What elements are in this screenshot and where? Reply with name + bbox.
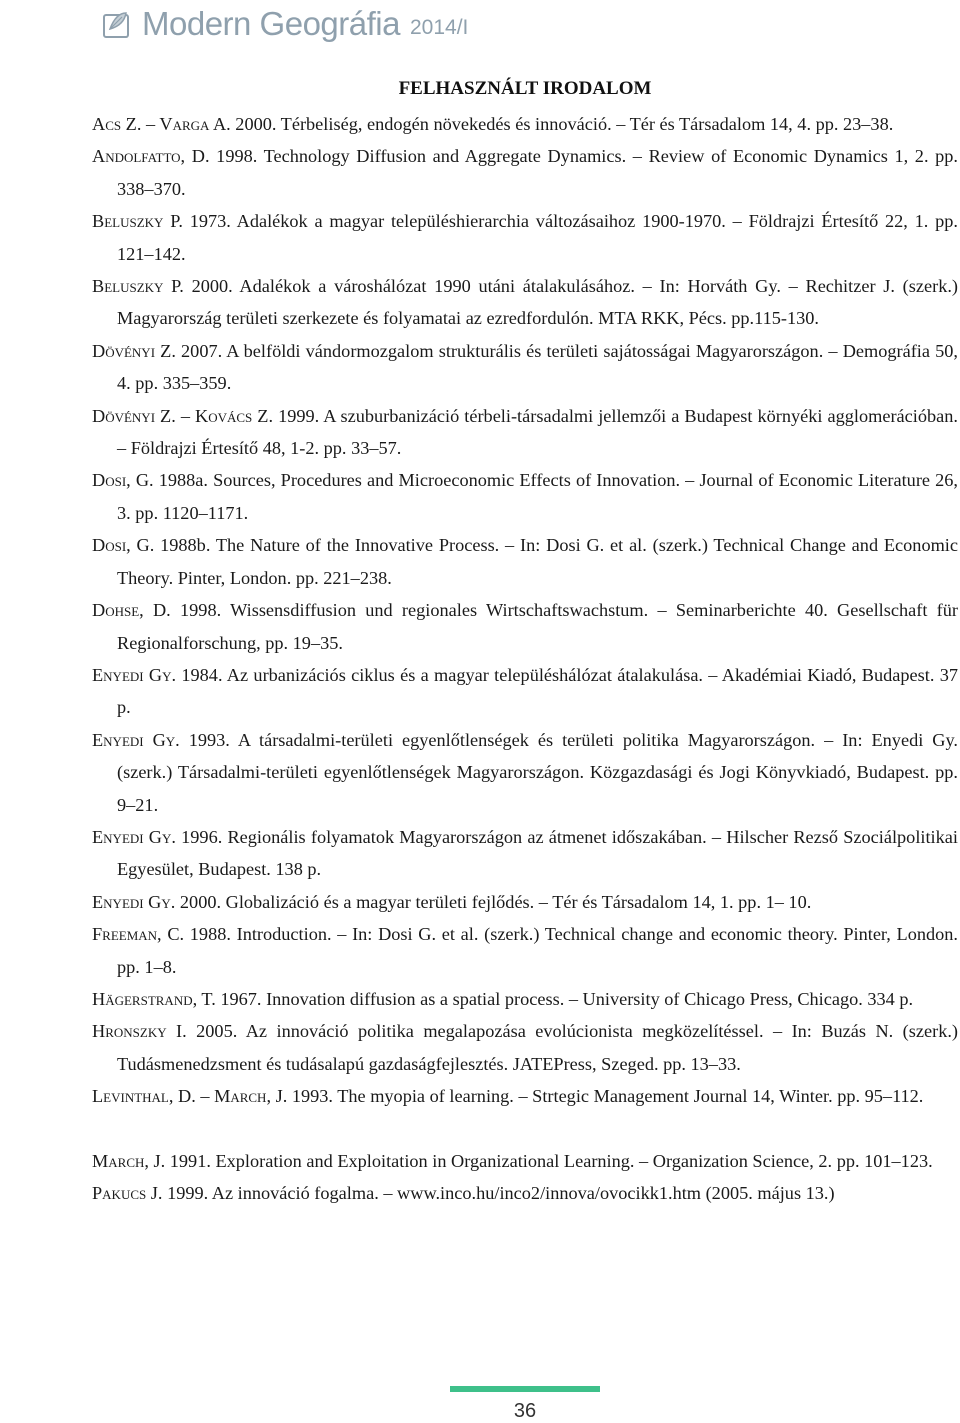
reference-text: 1999. A szuburbanizáció térbeli-társadalmi jellemzői a Budapest környéki agglomerációban. – Földrajzi Értesítő 48, 1-2. pp. 33–57. — [117, 405, 958, 459]
reference-item — [92, 594, 958, 659]
reference-item — [92, 464, 958, 529]
reference-item — [92, 1080, 958, 1112]
reference-author: Beluszky P. — [92, 276, 184, 297]
footer-accent-bar — [450, 1386, 600, 1392]
reference-author: Beluszky P. — [92, 211, 183, 232]
reference-text: 2007. A belföldi vándormozgalom strukturális és területi sajátosságai Magyarországon. – Demográfia 50, 4. pp. 335–359. — [117, 340, 958, 394]
reference-item — [92, 400, 958, 465]
reference-author: Levinthal, D. – March, J. — [92, 1086, 288, 1107]
reference-text: 1999. Az innováció fogalma. – www.inco.hu/inco2/innova/ovocikk1.htm (2005. május 13.) — [162, 1183, 835, 1203]
reference-item — [92, 1015, 958, 1080]
reference-author: March, J. — [92, 1150, 166, 1171]
reference-item — [92, 270, 958, 335]
reference-text: 1996. Regionális folyamatok Magyarországon az átmenet időszakában. – Hilscher Rezső Szociálpolitikai Egyesület, Budapest. 138 p. — [117, 826, 958, 880]
reference-author: Dosi, G. — [92, 470, 154, 491]
reference-text: 2000. Térbeliség, endogén növekedés és innováció. – Tér és Társadalom 14, 4. pp. 23–38. — [230, 114, 894, 134]
reference-text: 1988a. Sources, Procedures and Microeconomic Effects of Innovation. – Journal of Economic Literature 26, 3. pp. 1120–1171. — [117, 470, 958, 523]
journal-title: Modern Geográfia — [142, 5, 400, 42]
reference-item — [92, 140, 958, 205]
journal-issue: 2014/I — [409, 16, 469, 39]
reference-author: Dohse, D. — [92, 600, 171, 621]
reference-text: 1998. Wissensdiffusion und regionales Wirtschaftswachstum. – Seminarberichte 40. Gesellschaft für Regionalforschung, pp. 19–35. — [117, 600, 958, 653]
reference-text: 1988. Introduction. – In: Dosi G. et al. (szerk.) Technical change and economic theory. Pinter, London. pp. 1–8. — [117, 924, 958, 977]
reference-item — [92, 205, 958, 270]
reference-text: 1993. A társadalmi-területi egyenlőtlenségek és területi politika Magyarországon. – In: Enyedi Gy. (szerk.) Társadalmi-területi egyenlőtlenségek Magyarországon. Közgazdasági és Jogi Könyvkiadó, Budapest. pp. 9–21. — [117, 729, 958, 815]
reference-item — [92, 1177, 958, 1209]
reference-item — [92, 1145, 958, 1177]
reference-text: 2000. Adalékok a városhálózat 1990 utáni átalakulásához. – In: Horváth Gy. – Rechitzer J. (szerk.) Magyarország területi szerkezete és folyamatai az ezredfordulón. MTA RKK, Pécs. pp.115-130. — [117, 276, 958, 329]
reference-text: 2000. Globalizáció és a magyar területi fejlődés. – Tér és Társadalom 14, 1. pp. 1– 10. — [175, 891, 812, 912]
reference-item — [92, 335, 958, 400]
reference-author: Enyedi Gy. — [92, 891, 176, 912]
reference-text: 2005. Az innováció politika megalapozása evolúcionista megközelítéssel. – In: Buzás N. (szerk.) Tudásmenedzsment és tudásalapú gazdaságfejlesztés. JATEPress, Szeged. pp. 13–33. — [117, 1021, 958, 1074]
reference-item — [92, 918, 958, 983]
reference-text: 1973. Adalékok a magyar településhierarchia változásaihoz 1900-1970. – Földrajzi Értesítő 22, 1. pp. 121–142. — [117, 211, 958, 264]
reference-text: 1988b. The Nature of the Innovative Process. – In: Dosi G. et al. (szerk.) Technical Change and Economic Theory. Pinter, London. pp. 221–238. — [117, 535, 959, 588]
reference-author: Hronszky I. — [92, 1021, 187, 1042]
reference-list — [92, 108, 958, 1209]
reference-text: 1984. Az urbanizációs ciklus és a magyar településhálózat átalakulása. – Akadémiai Kiadó, Budapest. 37 p. — [117, 664, 958, 718]
section-title: FELHASZNÁLT IRODALOM — [398, 78, 652, 99]
reference-item — [92, 108, 958, 140]
reference-author: Dövényi Z. – Kovács Z. — [92, 405, 274, 426]
reference-text: 1991. Exploration and Exploitation in Organizational Learning. – Organization Science, 2. pp. 101–123. — [165, 1150, 933, 1171]
reference-author: Enyedi Gy. — [92, 664, 177, 685]
page-number: 36 — [513, 1400, 537, 1422]
reference-item — [92, 724, 958, 821]
reference-item — [92, 659, 958, 724]
journal-header — [100, 0, 468, 48]
reference-item — [92, 821, 958, 886]
reference-item — [92, 886, 958, 918]
reference-text: 1967. Innovation diffusion as a spatial process. – University of Chicago Press, Chicago. 334 p. — [215, 988, 914, 1009]
book-leaf-logo-icon — [100, 7, 134, 41]
reference-item — [92, 529, 958, 594]
reference-author: Dövényi Z. — [92, 340, 176, 361]
reference-author: Acs Z. – Varga A. — [92, 114, 231, 134]
reference-author: Dosi, G. — [92, 535, 155, 556]
reference-author: Andolfatto, D. — [92, 146, 210, 167]
reference-item — [92, 983, 958, 1015]
reference-text: 1993. The myopia of learning. – Strtegic Management Journal 14, Winter. pp. 95–112. — [287, 1086, 924, 1107]
reference-author: Enyedi Gy. — [92, 729, 180, 750]
reference-author: Freeman, C. — [92, 924, 185, 945]
reference-author: Hägerstrand, T. — [92, 988, 216, 1009]
reference-author: Enyedi Gy. — [92, 826, 176, 847]
reference-author: Pakucs J. — [92, 1183, 163, 1203]
reference-text: 1998. Technology Diffusion and Aggregate Dynamics. – Review of Economic Dynamics 1, 2. pp. 338–370. — [117, 146, 959, 199]
